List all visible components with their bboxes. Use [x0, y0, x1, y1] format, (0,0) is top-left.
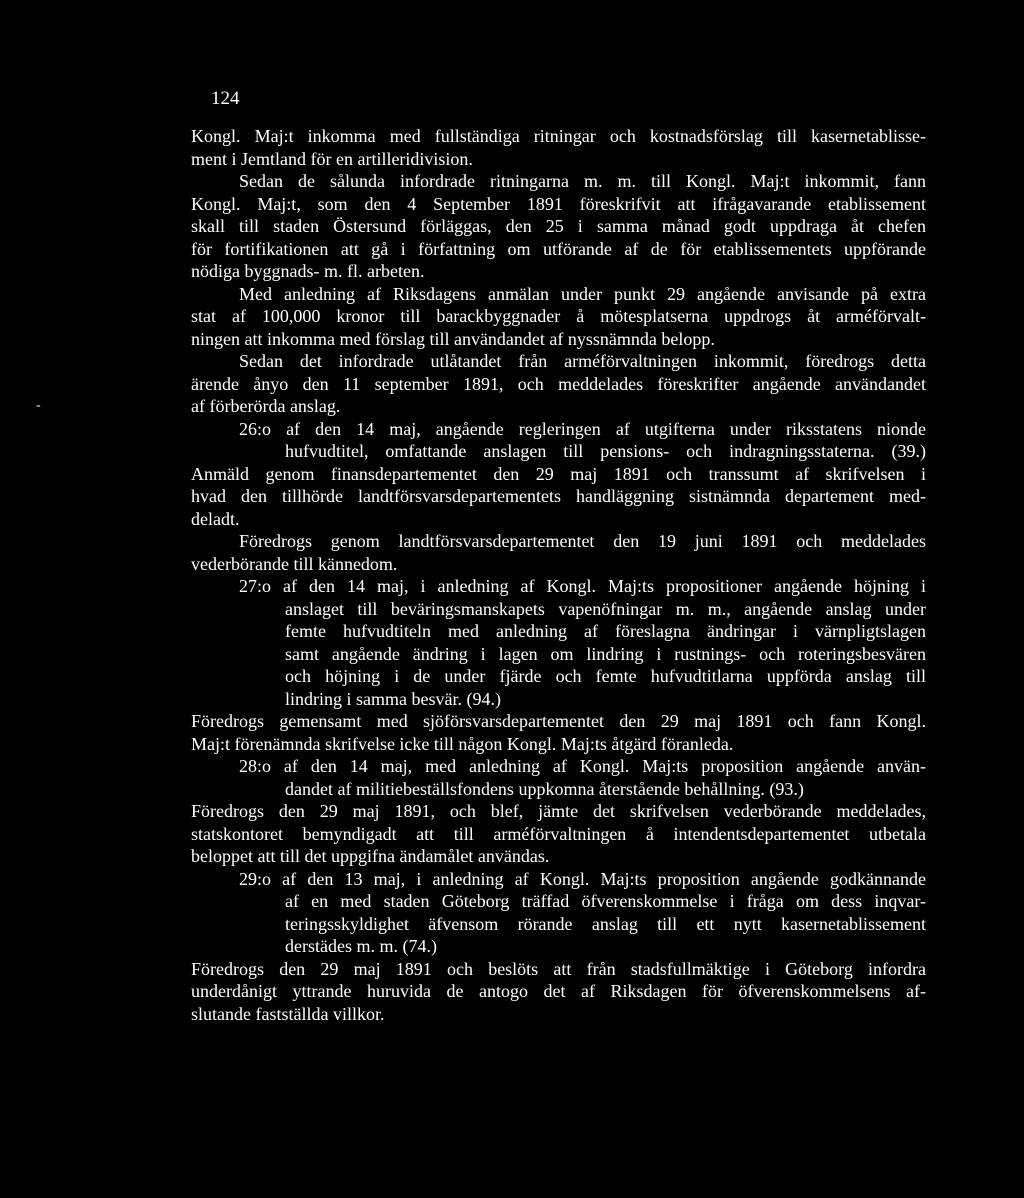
- text-line: slutande fastställda villkor.: [191, 1003, 385, 1024]
- text-line: Kongl. Maj:t, som den 4 September 1891 föreskrifvit att ifrågavarande etablissement: [191, 193, 926, 214]
- text-line: Sedan de sålunda infordrade ritningarna m. m. till Kongl. Maj:t inkommit, fann: [239, 171, 926, 191]
- text-line: vederbörande till kännedom.: [191, 553, 398, 574]
- text-line: samt angående ändring i lagen om lindring i rustnings- och roteringsbesvären: [285, 643, 926, 664]
- text-line: Föredrogs den 29 maj 1891, och blef, jämte det skrifvelsen vederbörande meddelades,: [191, 801, 926, 821]
- text-line: af förberörda anslag.: [191, 396, 341, 416]
- page-number: 124: [211, 88, 240, 109]
- text-line: Sedan det infordrade utlåtandet från arméförvaltningen inkommit, föredrogs detta: [239, 351, 926, 371]
- text-line: hvad den tillhörde landtförsvarsdepartementets handläggning sistnämnda departement med-: [191, 486, 926, 506]
- text-line: Kongl. Maj:t inkomma med fullständiga ritningar och kostnadsförslag till kasernetablisse-: [191, 126, 926, 146]
- text-line: ärende ånyo den 11 september 1891, och meddelades föreskrifter angående användandet: [191, 373, 926, 394]
- text-line: ment i Jemtland för en artilleridivision.: [191, 148, 473, 169]
- text-line: statskontoret bemyndigadt att till arméförvaltningen å intendentsdepartementet utbetala: [191, 823, 926, 844]
- text-line: Föredrogs genom landtförsvarsdepartementet den 19 juni 1891 och meddelades: [239, 531, 926, 551]
- text-body: [191, 125, 926, 1025]
- text-line: 29:o af den 13 maj, i anledning af Kongl. Maj:ts proposition angående godkännande: [239, 868, 926, 889]
- text-line: teringsskyldighet äfvensom rörande anslag till ett nytt kasernetablissement: [285, 913, 926, 934]
- text-line: stat af 100,000 kronor till barackbyggnader å mötesplatserna uppdrogs åt arméförvalt-: [191, 306, 926, 326]
- text-line: för fortifikationen att gå i författning om utförande af de för etablissementets uppförande: [191, 238, 926, 259]
- text-line: Anmäld genom finansdepartementet den 29 maj 1891 och transsumt af skrifvelsen i: [191, 463, 926, 484]
- text-line: underdånigt yttrande huruvida de antogo det af Riksdagen för öfverenskommelsens af-: [191, 981, 926, 1001]
- text-line: Maj:t förenämnda skrifvelse icke till någon Kongl. Maj:ts åtgärd föranleda.: [191, 733, 734, 754]
- text-line: anslaget till beväringsmanskapets vapenöfningar m. m., angående anslag under: [285, 598, 926, 619]
- text-line: af en med staden Göteborg träffad öfverenskommelse i fråga om dess inqvar-: [285, 891, 926, 911]
- text-line: Föredrogs gemensamt med sjöförsvarsdepartementet den 29 maj 1891 och fann Kongl.: [191, 711, 926, 731]
- text-line: Föredrogs den 29 maj 1891 och beslöts att från stadsfullmäktige i Göteborg infordra: [191, 958, 926, 979]
- text-line: ningen att inkomma med förslag till användandet af nyssnämnda belopp.: [191, 328, 715, 349]
- text-line: hufvudtitel, omfattande anslagen till pensions- och indragningsstaterna. (39.): [285, 441, 926, 461]
- text-line: derstädes m. m. (74.): [285, 936, 437, 956]
- text-line: lindring i samma besvär. (94.): [285, 688, 501, 709]
- text-line: beloppet att till det uppgifna ändamålet användas.: [191, 846, 550, 866]
- text-line: nödiga byggnads- m. fl. arbeten.: [191, 261, 425, 281]
- text-line: 27:o af den 14 maj, i anledning af Kongl. Maj:ts propositioner angående höjning i: [239, 576, 926, 596]
- text-line: deladt.: [191, 508, 240, 529]
- text-line: skall till staden Östersund förläggas, den 25 i samma månad godt uppdraga åt chefen: [191, 216, 926, 236]
- edge-mark: -: [36, 398, 41, 413]
- text-line: femte hufvudtiteln med anledning af föreslagna ändringar i värnpligtslagen: [285, 621, 926, 641]
- text-line: 28:o af den 14 maj, med anledning af Kongl. Maj:ts proposition angående använ-: [239, 756, 926, 776]
- text-line: Med anledning af Riksdagens anmälan under punkt 29 angående anvisande på extra: [239, 283, 926, 304]
- text-line: 26:o af den 14 maj, angående regleringen af utgifterna under riksstatens nionde: [239, 418, 926, 439]
- text-line: och höjning i de under fjärde och femte hufvudtitlarna uppförda anslag till: [285, 666, 926, 686]
- text-line: dandet af militiebeställsfondens uppkomna återstående behållning. (93.): [285, 778, 804, 799]
